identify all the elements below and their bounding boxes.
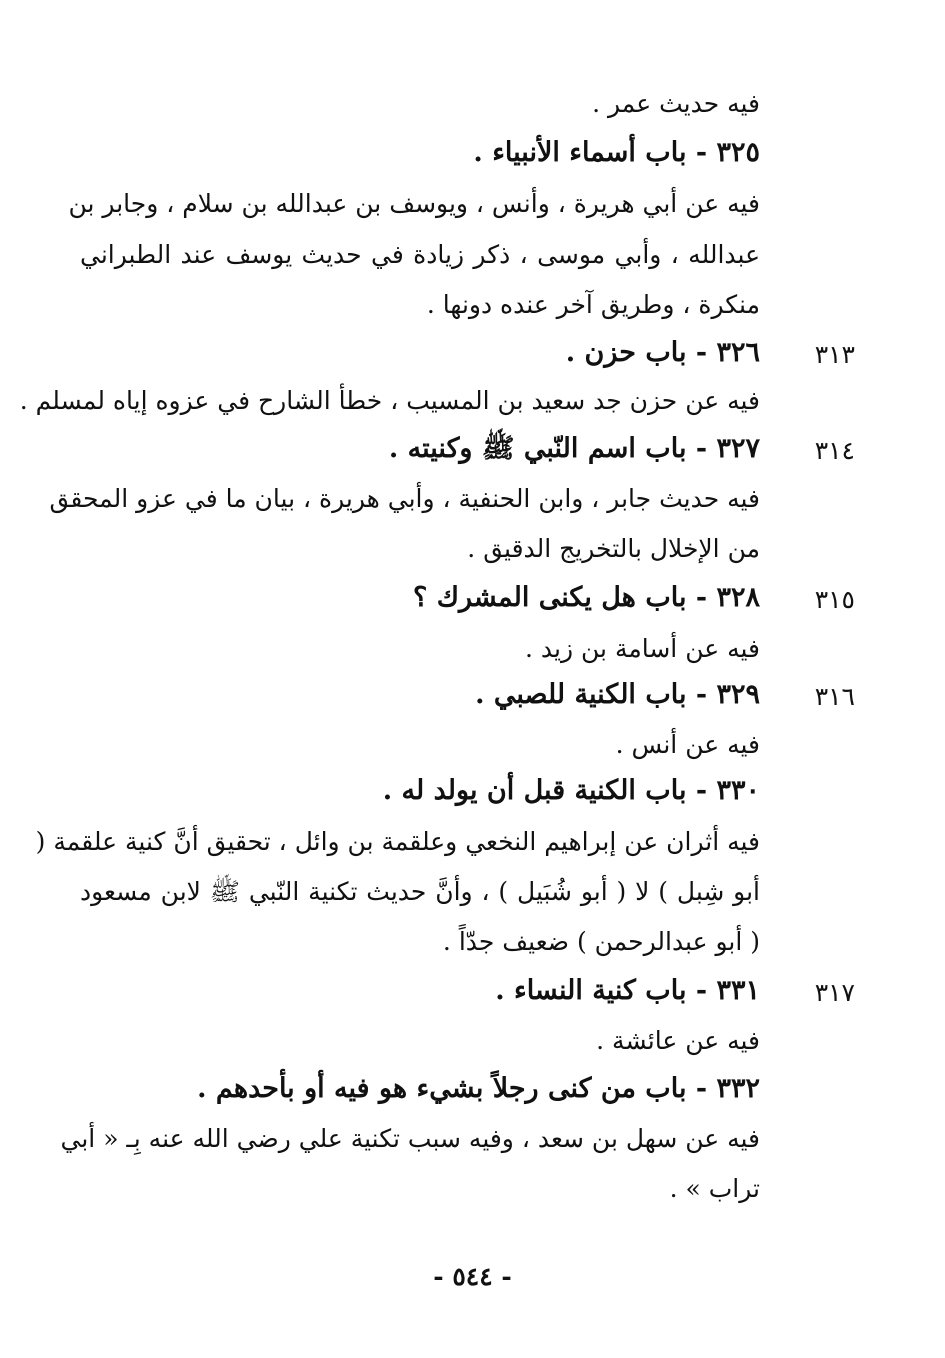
chapter-heading: ٣٢٩ - باب الكنية للصبي . [475,679,760,710]
side-number: ٣١٧ [814,978,855,1007]
page-number: - ٥٤٤ - [433,1262,512,1291]
text-line: فيه عن أسامة بن زيد . [525,634,760,663]
chapter-heading: ٣٢٥ - باب أسماء الأنبياء . [473,137,760,168]
text-line: فيه حديث عمر . [592,89,760,118]
text-line: أبو شِبل ) لا ( أبو شُبَيل ) ، وأنَّ حديث تكنية النّبي ﷺ لابن مسعود [80,877,760,906]
side-number: ٣١٥ [814,585,855,614]
text-line: منكرة ، وطريق آخر عنده دونها . [426,290,760,319]
text-line: فيه عن حزن جد سعيد بن المسيب ، خطأ الشارح في عزوه إياه لمسلم . [19,386,760,415]
text-line: ( أبو عبدالرحمن ) ضعيف جدّاً . [442,927,760,956]
chapter-heading: ٣٢٧ - باب اسم النّبي ﷺ وكنيته . [388,433,760,464]
side-number: ٣١٦ [814,682,855,711]
text-line: من الإخلال بالتخريج الدقيق . [467,534,760,563]
text-line: فيه عن سهل بن سعد ، وفيه سبب تكنية علي رضي الله عنه بِـ « أبي [60,1124,760,1153]
text-line: فيه عن أنس . [615,730,760,759]
chapter-heading: ٣٣٢ - باب من كنى رجلاً بشيء هو فيه أو بأحدهم . [197,1073,760,1104]
text-line: فيه عن أبي هريرة ، وأنس ، ويوسف بن عبدالله بن سلام ، وجابر بن [68,189,760,218]
text-line: فيه أثران عن إبراهيم النخعي وعلقمة بن وائل ، تحقيق أنَّ كنية علقمة ( [35,827,760,856]
text-line: تراب » . [669,1174,760,1203]
text-line: فيه عن عائشة . [596,1026,760,1055]
text-line: فيه حديث جابر ، وابن الحنفية ، وأبي هريرة ، بيان ما في عزو المحقق [49,484,760,513]
chapter-heading: ٣٢٦ - باب حزن . [565,337,760,368]
chapter-heading: ٣٣١ - باب كنية النساء . [495,975,760,1006]
side-number: ٣١٤ [814,436,855,465]
chapter-heading: ٣٢٨ - باب هل يكنى المشرك ؟ [413,582,760,613]
side-number: ٣١٣ [814,340,855,369]
chapter-heading: ٣٣٠ - باب الكنية قبل أن يولد له . [382,775,760,806]
text-line: عبدالله ، وأبي موسى ، ذكر زيادة في حديث يوسف عند الطبراني [80,240,760,269]
